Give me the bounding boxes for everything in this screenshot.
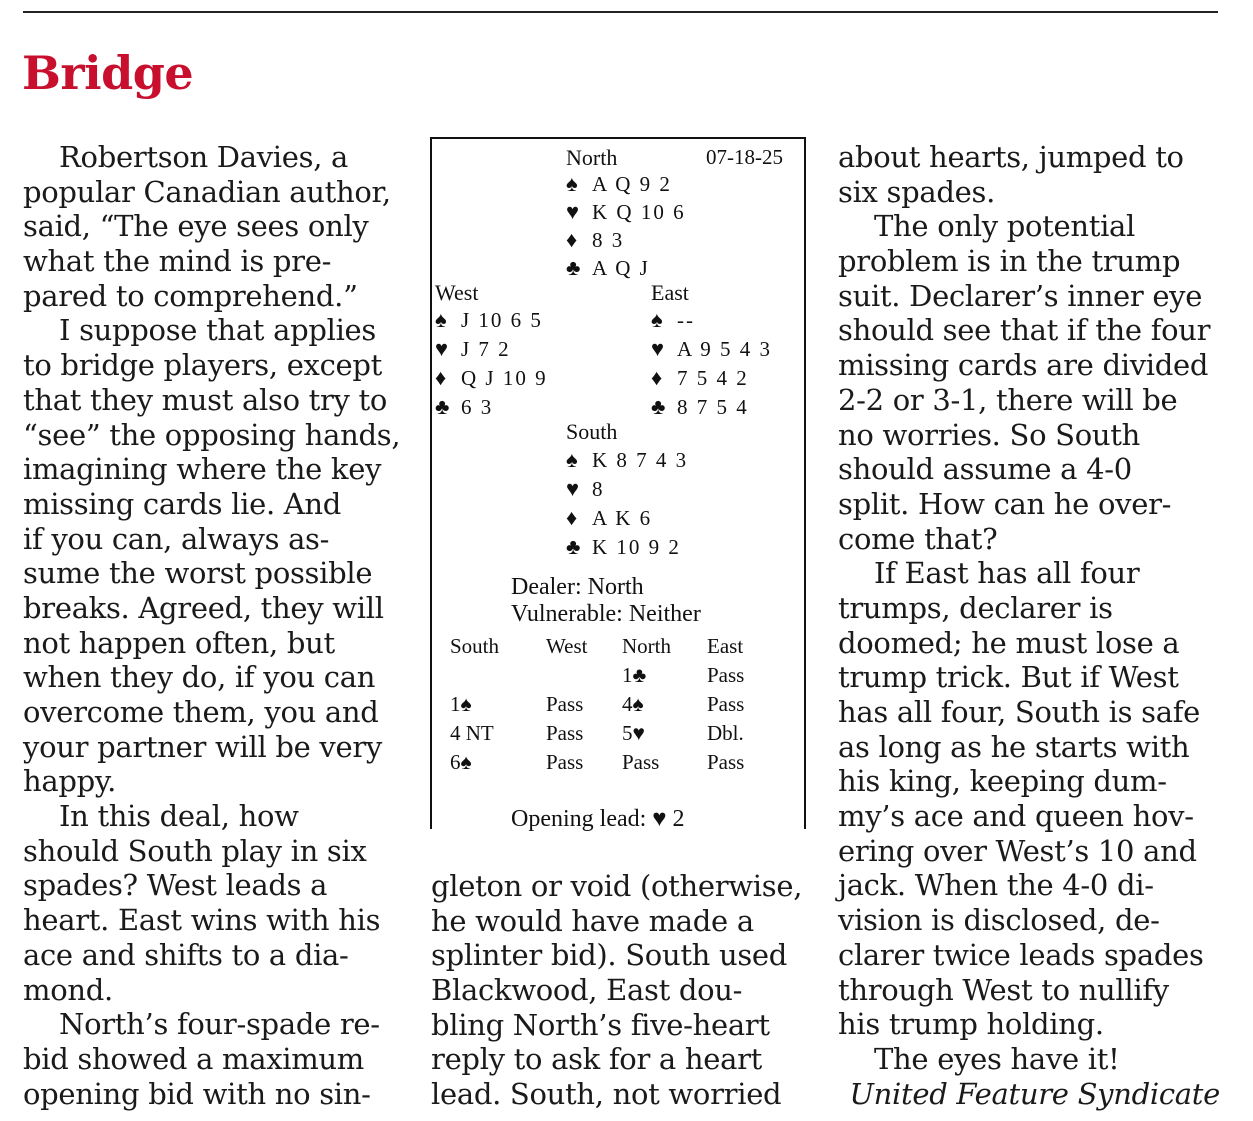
article-line: Blackwood, East dou- [431,973,743,1008]
west-label: West [435,280,479,305]
east-clubs: ♣ 8 7 5 4 [651,394,749,419]
article-line: your partner will be very [23,729,382,764]
dealer-text: Dealer: North [511,574,644,600]
article-line: that they must also try to [23,382,388,417]
east-label: East [651,280,689,305]
article-line: reply to ask for a heart [431,1042,762,1077]
east-spades: ♠ -- [651,307,695,332]
article-line: breaks. Agreed, they will [23,590,384,625]
heart-icon: ♥ [651,336,665,361]
west-hearts: ♥ J 7 2 [435,336,511,361]
article-line: Robertson Davies, a [59,140,349,174]
article-line: “see” the opposing hands, [23,417,401,452]
article-line: 2-2 or 3-1, there will be [838,382,1178,417]
auction-bid: Pass [546,721,584,745]
auction-bid: 6♠ [450,750,472,774]
article-line: my’s ace and queen hov- [838,799,1194,834]
article-line: when they do, if you can [23,660,376,695]
west-diamonds: ♦ Q J 10 9 [435,365,548,390]
article-line: to bridge players, except [23,348,383,383]
article-line: not happen often, but [23,625,335,660]
article-line: through West to nullify [838,972,1169,1007]
south-spades: ♠ K 8 7 4 3 [566,447,689,472]
article-line: should assume a 4-0 [838,452,1132,487]
auction-bid: Pass [707,663,745,687]
article-line: should see that if the four [838,313,1211,348]
article-line: pared to comprehend.” [23,278,358,313]
diamond-icon: ♦ [566,505,578,530]
auction-bid: Pass [546,692,584,716]
west-spades: ♠ J 10 6 5 [435,307,543,332]
article-line: heart. East wins with his [23,903,381,938]
north-diamonds: ♦ 8 3 [566,227,625,252]
north-spades: ♠ A Q 9 2 [566,171,672,196]
article-line: suit. Declarer’s inner eye [838,278,1203,313]
north-hearts: ♥ K Q 10 6 [566,199,686,224]
article-line: happy. [23,764,117,799]
auction-header-east: East [707,634,744,658]
article-line: mond. [23,972,113,1007]
bridge-deal-diagram [430,137,806,832]
article-line: no worries. So South [838,417,1140,452]
north-clubs: ♣ A Q J [566,255,650,280]
heart-icon: ♥ [566,476,580,501]
article-line: if you can, always as- [23,521,330,556]
article-line: lead. South, not worried [431,1077,782,1112]
article-line: should South play in six [23,833,367,868]
auction-header-west: West [546,634,588,658]
club-icon: ♣ [651,394,666,419]
spade-icon: ♠ [566,171,578,196]
auction-bid: Dbl. [707,721,744,745]
article-column-2 [431,869,811,1112]
top-rule [23,11,1218,13]
article-line: as long as he starts with [838,729,1190,764]
article-line: imagining where the key [23,452,382,487]
article-line: missing cards lie. And [23,486,342,521]
heart-icon: ♥ [435,336,449,361]
article-line: has all four, South is safe [838,695,1201,729]
article-line: I suppose that applies [59,313,376,348]
article-line: split. How can he over- [838,486,1172,521]
article-line: sume the worst possible [23,556,373,591]
article-line: what the mind is pre- [23,244,332,279]
heart-icon: ♥ [566,199,580,224]
article-line: In this deal, how [59,799,299,834]
auction-header-south: South [450,634,500,658]
article-line: jack. When the 4-0 di- [838,868,1154,903]
article-line: bid showed a maximum [23,1041,365,1076]
auction-header-north: North [622,634,671,658]
article-line: splinter bid). South used [431,938,788,973]
club-icon: ♣ [435,394,450,419]
article-line: doomed; he must lose a [838,625,1180,660]
diamond-icon: ♦ [435,365,447,390]
club-icon: ♣ [566,534,581,559]
article-line: come that? [838,521,998,556]
article-line: bling North’s five-heart [431,1007,770,1042]
article-line: vision is disclosed, de- [838,903,1160,938]
article-line: popular Canadian author, [23,174,391,209]
article-line: The only potential [874,209,1136,244]
south-label: South [566,419,618,444]
south-diamonds: ♦ A K 6 [566,505,653,530]
diamond-icon: ♦ [651,365,663,390]
article-line: spades? West leads a [23,868,328,903]
article-line: trumps, declarer is [838,590,1113,625]
article-line: about hearts, jumped to [838,140,1184,174]
page-title: Bridge [22,46,194,100]
article-line: ace and shifts to a dia- [23,937,349,972]
article-line: gleton or void (otherwise, [431,869,803,903]
north-label: North [566,145,618,170]
south-clubs: ♣ K 10 9 2 [566,534,681,559]
article-line: ering over West’s 10 and [838,833,1197,868]
article-line: problem is in the trump [838,244,1181,279]
spade-icon: ♠ [651,307,663,332]
auction-bid: Pass [707,750,745,774]
diamond-icon: ♦ [566,227,578,252]
south-hearts: ♥ 8 [566,476,605,501]
auction-bid: Pass [707,692,745,716]
opening-lead: Opening lead: ♥ 2 [511,806,685,832]
article-line: opening bid with no sin- [23,1076,371,1111]
article-line: he would have made a [431,903,754,938]
article-line: If East has all four [874,556,1140,591]
article-line: his trump holding. [838,1007,1104,1042]
vulnerable-text: Vulnerable: Neither [511,601,701,627]
article-line: missing cards are divided [838,348,1209,383]
deal-date: 07-18-25 [706,145,783,169]
auction-bid: 1♠ [450,692,472,716]
west-clubs: ♣ 6 3 [435,394,494,419]
article-line: trump trick. But if West [838,660,1179,695]
auction-bid: 4 NT [450,721,494,745]
auction-bid: Pass [622,750,660,774]
article-line: overcome them, you and [23,695,379,729]
east-hearts: ♥ A 9 5 4 3 [651,336,773,361]
article-line: six spades. [838,174,995,209]
article-column-3 [838,140,1220,1111]
article-line: The eyes have it! [874,1041,1120,1076]
east-diamonds: ♦ 7 5 4 2 [651,365,749,390]
article-line: said, “The eye sees only [23,209,369,244]
article-column-1 [23,140,413,1111]
article-line: North’s four-spade re- [59,1007,380,1042]
spade-icon: ♠ [566,447,578,472]
byline: United Feature Syndicate [849,1076,1220,1111]
club-icon: ♣ [566,255,581,280]
auction-bid: 5♥ [622,721,645,745]
spade-icon: ♠ [435,307,447,332]
article-line: clarer twice leads spades [838,937,1204,972]
article-line: his king, keeping dum- [838,764,1167,799]
auction-bid: 4♠ [622,692,644,716]
auction-bid: 1♣ [622,663,647,687]
auction-bid: Pass [546,750,584,774]
